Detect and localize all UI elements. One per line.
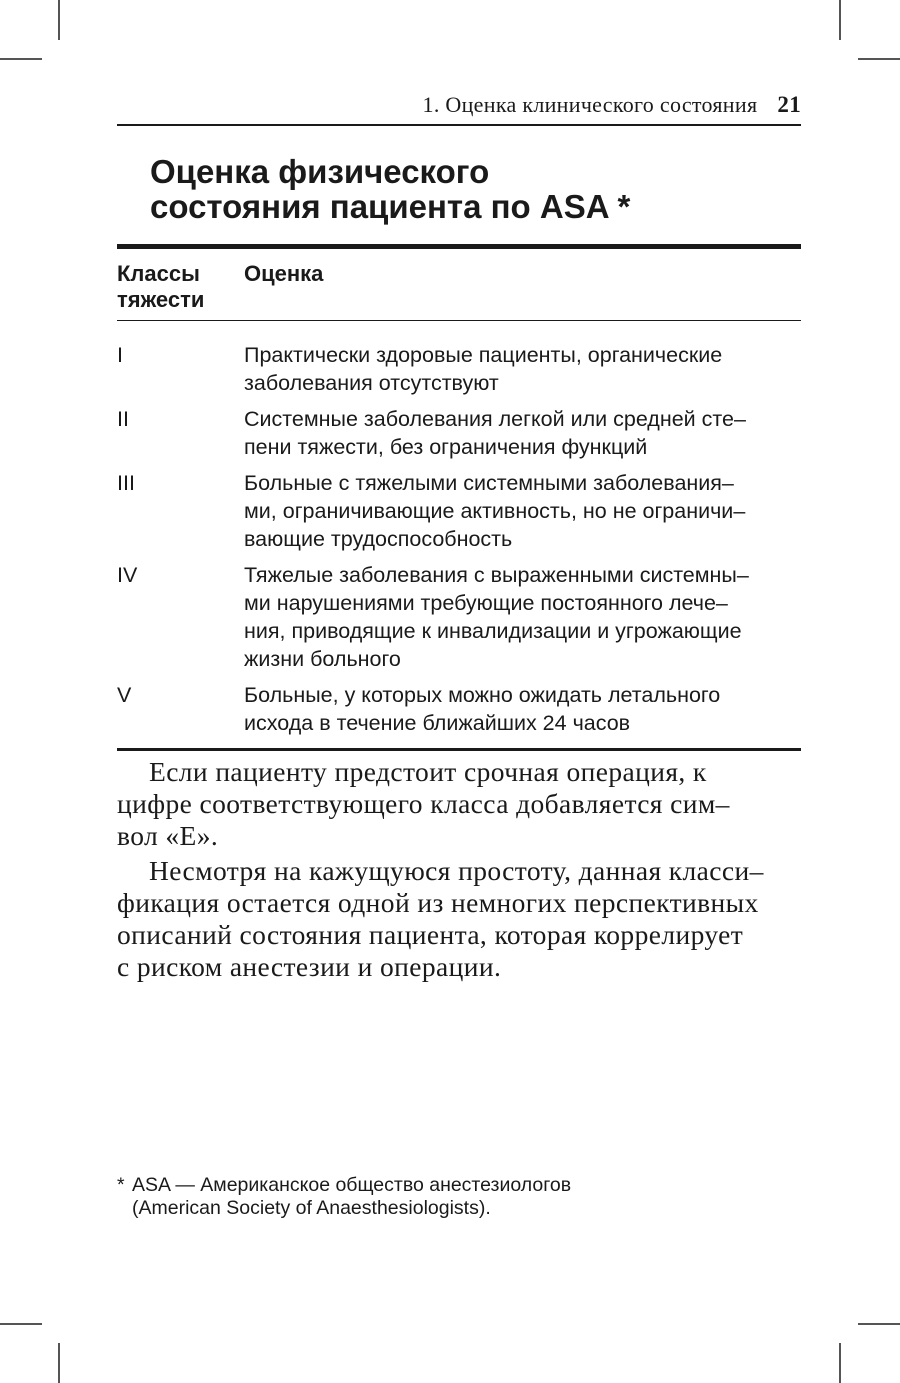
description-cell: Практически здоровые пациенты, органические заболевания отсутствуют (244, 343, 723, 395)
crop-mark (839, 0, 841, 40)
description-cell: Тяжелые заболевания с выраженными системны– ми нарушениями требующие постоянного лече– ния, приводящие к инвалидизации и угрожающие жизни больного (244, 563, 749, 671)
description-cell: Больные с тяжелыми системными заболевания– ми, ограничивающие активность, но не ограничи– вающие трудоспособность (244, 471, 746, 551)
section-title: Оценка физического состояния пациента по ASA * (150, 153, 631, 225)
footnote (117, 1174, 801, 1220)
footnote-text: ASA — Американское общество анестезиологов (American Society of Anaesthesiologists). (132, 1174, 572, 1219)
crop-mark (0, 1323, 42, 1325)
column-header-assessment: Оценка (244, 261, 324, 286)
class-cell: I (117, 343, 123, 367)
running-head (117, 92, 801, 126)
table-row (117, 469, 801, 561)
asa-classification-table (117, 244, 801, 751)
class-cell: V (117, 683, 132, 707)
description-cell: Больные, у которых можно ожидать летального исхода в течение ближайших 24 часов (244, 683, 721, 735)
crop-mark (58, 1343, 60, 1383)
table-header (117, 249, 801, 321)
description-cell: Системные заболевания легкой или средней сте– пени тяжести, без ограничения функций (244, 407, 746, 459)
paragraph: Если пациенту предстоит срочная операция, к цифре соответствующего класса добавляется сим– вол «Е». (117, 756, 730, 851)
crop-mark (839, 1343, 841, 1383)
chapter-title: 1. Оценка клинического состояния (422, 92, 758, 117)
crop-mark (858, 58, 900, 60)
column-header-class: Классы тяжести (117, 261, 205, 312)
crop-mark (0, 58, 42, 60)
body-text (117, 756, 801, 983)
class-cell: III (117, 471, 135, 495)
table-row (117, 405, 801, 469)
paragraph: Несмотря на кажущуюся простоту, данная класси– фикация остается одной из немногих перспективных описаний состояния пациента, которая коррелирует с риском анестезии и операции. (117, 855, 764, 982)
class-cell: II (117, 407, 129, 431)
table-row (117, 681, 801, 745)
table-row (117, 331, 801, 405)
class-cell: IV (117, 563, 138, 587)
page-number: 21 (777, 92, 801, 117)
table-row (117, 561, 801, 681)
table-body (117, 321, 801, 748)
crop-mark (858, 1323, 900, 1325)
crop-mark (58, 0, 60, 40)
footnote-mark: * (117, 1174, 125, 1196)
